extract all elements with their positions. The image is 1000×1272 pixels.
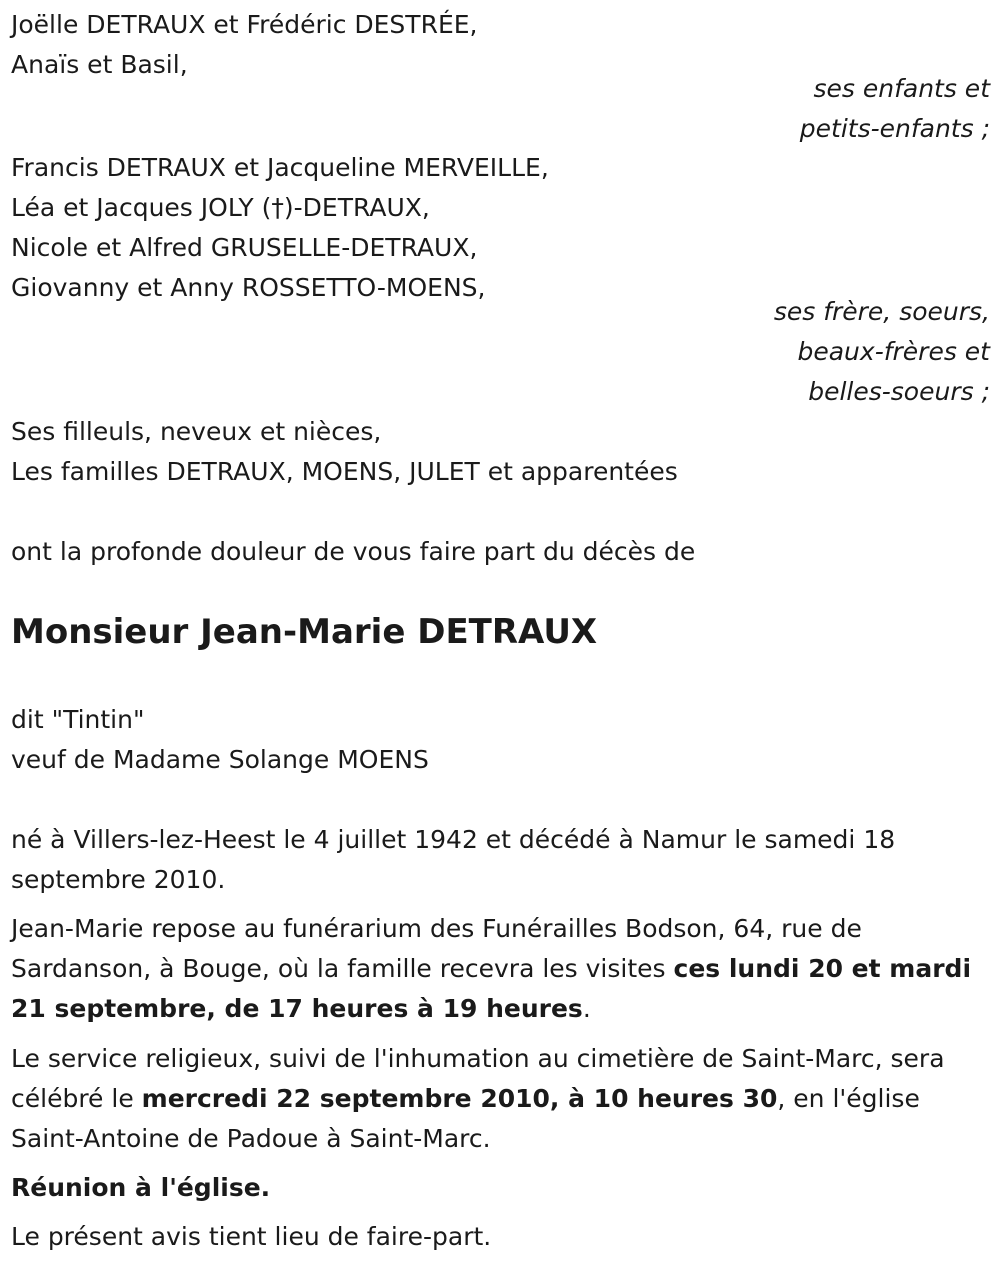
widower-of: veuf de Madame Solange MOENS	[11, 745, 429, 774]
announcement	[11, 532, 990, 572]
sibling-line: Giovanny et Anny ROSSETTO-MOENS,	[11, 273, 486, 302]
gathering-note: Réunion à l'église.	[11, 1173, 271, 1202]
sibling-line: Nicole et Alfred GRUSELLE-DETRAUX,	[11, 233, 478, 262]
children-role-line: ses enfants et	[813, 74, 990, 103]
visitation-end: .	[582, 994, 591, 1023]
sibling-line: Léa et Jacques JOLY (†)-DETRAUX,	[11, 193, 430, 222]
service-paragraph	[11, 1039, 990, 1159]
siblings-list	[11, 148, 990, 308]
sibling-line: Francis DETRAUX et Jacqueline MERVEILLE,	[11, 153, 549, 182]
visitation-dates: ces lundi 20 et mardi 21 septembre, de 17 heures à 19 heures	[11, 954, 972, 1023]
siblings-role	[11, 292, 990, 412]
grandchildren-line: Anaïs et Basil,	[11, 50, 188, 79]
children-line: Joëlle DETRAUX et Frédéric DESTRÉE,	[11, 10, 478, 39]
children-role	[11, 69, 990, 149]
service-date: mercredi 22 septembre 2010, à 10 heures 30	[141, 1084, 778, 1113]
siblings-role-line: belles-soeurs ;	[808, 377, 990, 406]
relatives-line: Ses filleuls, neveux et nièces,	[11, 417, 382, 446]
siblings-role-line: ses frère, soeurs,	[773, 297, 990, 326]
deceased-name: Monsieur Jean-Marie DETRAUX	[11, 612, 598, 652]
announcement-text: ont la profonde douleur de vous faire part du décès de	[11, 537, 696, 566]
closing-note: Le présent avis tient lieu de faire-part.	[11, 1222, 492, 1251]
service-location: , en l'église Saint-Antoine de Padoue à Saint-Marc.	[11, 1084, 920, 1153]
siblings-role-line: beaux-frères et	[797, 337, 990, 366]
visitation-text: Jean-Marie repose au funérarium des Funérailles Bodson, 64, rue de Sardanson, à Bouge, où la famille recevra les visites	[11, 914, 862, 983]
other-relatives	[11, 412, 990, 492]
children-role-line: petits-enfants ;	[799, 114, 990, 143]
service-text: Le service religieux, suivi de l'inhumation au cimetière de Saint-Marc, sera célébré le	[11, 1044, 945, 1113]
birth-death: né à Villers-lez-Heest le 4 juillet 1942 et décédé à Namur le samedi 18 septembre 2010.	[11, 825, 896, 894]
deceased-details	[11, 700, 990, 780]
visitation-paragraph	[11, 909, 990, 1029]
relatives-line: Les familles DETRAUX, MOENS, JULET et apparentées	[11, 457, 678, 486]
nickname: dit "Tintin"	[11, 705, 145, 734]
